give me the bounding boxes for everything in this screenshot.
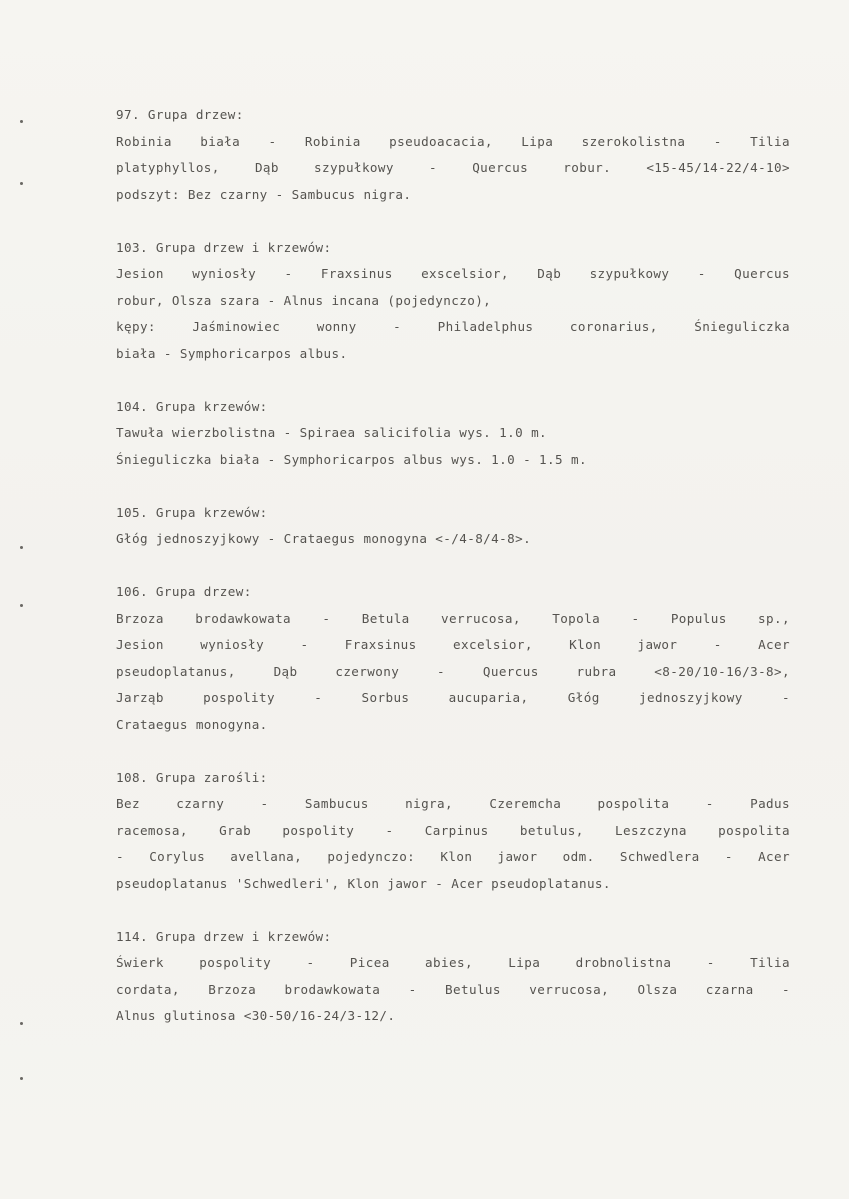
- section-heading: 106. Grupa drzew:: [116, 584, 252, 599]
- section-line: biała - Symphoricarpos albus.: [116, 345, 348, 361]
- section-line: Robinia biała - Robinia pseudoacacia, Lipa szerokolistna - Tilia: [116, 133, 790, 149]
- margin-mark: [20, 546, 23, 549]
- section-line: Tawuła wierzbolistna - Spiraea salicifolia wys. 1.0 m.: [116, 425, 548, 440]
- section-line: Crataegus monogyna.: [116, 716, 268, 732]
- section-line: platyphyllos, Dąb szypułkowy - Quercus robur. <15-45/14-22/4-10>: [116, 160, 790, 175]
- section-line: Jesion wyniosły - Fraxsinus excelsior, Klon jawor - Acer: [116, 637, 790, 652]
- margin-mark: [20, 1022, 23, 1025]
- section-heading: 105. Grupa krzewów:: [116, 504, 268, 520]
- section-line: Alnus glutinosa <30-50/16-24/3-12/.: [116, 1008, 396, 1023]
- section-heading: 108. Grupa zarośli:: [116, 769, 268, 785]
- margin-mark: [20, 604, 23, 607]
- section-line: Śnieguliczka biała - Symphoricarpos albus wys. 1.0 - 1.5 m.: [116, 451, 587, 467]
- section-line: cordata, Brzoza brodawkowata - Betulus verrucosa, Olsza czarna -: [116, 981, 790, 997]
- margin-mark: [20, 120, 23, 123]
- section-line: Głóg jednoszyjkowy - Crataegus monogyna <-/4-8/4-8>.: [116, 531, 532, 546]
- section-line: Świerk pospolity - Picea abies, Lipa drobnolistna - Tilia: [116, 955, 790, 970]
- section-line: pseudoplatanus, Dąb czerwony - Quercus rubra <8-20/10-16/3-8>,: [116, 663, 790, 679]
- section-heading: 103. Grupa drzew i krzewów:: [116, 239, 332, 255]
- margin-mark: [20, 182, 23, 185]
- margin-mark: [20, 1077, 23, 1080]
- section-line: racemosa, Grab pospolity - Carpinus betulus, Leszczyna pospolita: [116, 822, 790, 838]
- document-body: [116, 102, 790, 1030]
- section-heading: 104. Grupa krzewów:: [116, 398, 268, 414]
- section-heading: 97. Grupa drzew:: [116, 107, 244, 122]
- section-line: Jesion wyniosły - Fraxsinus exscelsior, Dąb szypułkowy - Quercus: [116, 266, 790, 281]
- section-line: Brzoza brodawkowata - Betula verrucosa, Topola - Populus sp.,: [116, 610, 790, 626]
- section-line: - Corylus avellana, pojedynczo: Klon jawor odm. Schwedlera - Acer: [116, 849, 790, 864]
- section-line: Jarząb pospolity - Sorbus aucuparia, Głóg jednoszyjkowy -: [116, 690, 790, 705]
- section-line: kępy: Jaśminowiec wonny - Philadelphus coronarius, Śnieguliczka: [116, 319, 790, 334]
- section-line: podszyt: Bez czarny - Sambucus nigra.: [116, 186, 412, 202]
- section-heading: 114. Grupa drzew i krzewów:: [116, 928, 332, 944]
- section-line: Bez czarny - Sambucus nigra, Czeremcha pospolita - Padus: [116, 796, 790, 811]
- section-line: pseudoplatanus 'Schwedleri', Klon jawor - Acer pseudoplatanus.: [116, 875, 611, 891]
- section-line: robur, Olsza szara - Alnus incana (pojedynczo),: [116, 292, 492, 308]
